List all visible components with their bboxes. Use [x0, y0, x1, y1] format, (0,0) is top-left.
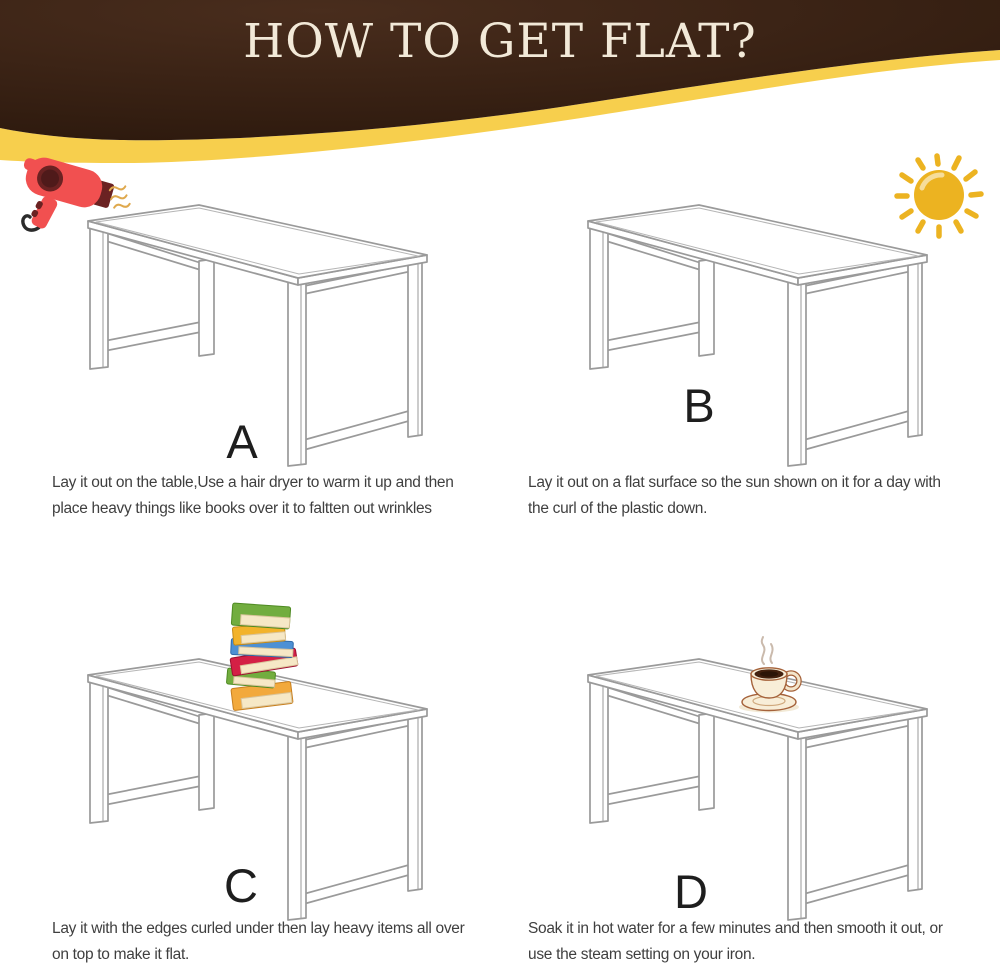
heat-waves	[108, 184, 130, 209]
panel-label-b: B	[683, 379, 715, 432]
panel-label-d: D	[674, 865, 708, 918]
caption-b-line2: the curl of the plastic down.	[528, 500, 708, 517]
hair-dryer-icon	[12, 156, 134, 236]
caption-a-line1: Lay it out on the table,Use a hair dryer to warm it up and then	[52, 474, 454, 491]
caption-a	[52, 470, 454, 522]
caption-b-line1: Lay it out on a flat surface so the sun shown on it for a day with	[528, 474, 941, 491]
sun-icon	[892, 152, 986, 242]
panel-label-a: A	[226, 415, 258, 468]
caption-a-line2: place heavy things like books over it to faltten out wrinkles	[52, 500, 432, 517]
steam	[762, 637, 773, 664]
caption-d-line2: use the steam setting on your iron.	[528, 946, 756, 963]
coffee-cup-icon	[728, 636, 812, 718]
table-illustration-b	[586, 204, 931, 468]
stack-of-books-icon	[221, 600, 303, 714]
caption-b	[528, 470, 941, 522]
caption-d	[528, 916, 943, 968]
table-illustration-a	[86, 204, 431, 468]
caption-c	[52, 916, 464, 968]
page-title: HOW TO GET FLAT?	[243, 14, 757, 69]
caption-c-line2: on top to make it flat.	[52, 946, 189, 963]
caption-d-line1: Soak it in hot water for a few minutes and then smooth it out, or	[528, 920, 943, 937]
caption-c-line1: Lay it with the edges curled under then lay heavy items all over	[52, 920, 465, 937]
panel-label-c: C	[224, 859, 258, 912]
